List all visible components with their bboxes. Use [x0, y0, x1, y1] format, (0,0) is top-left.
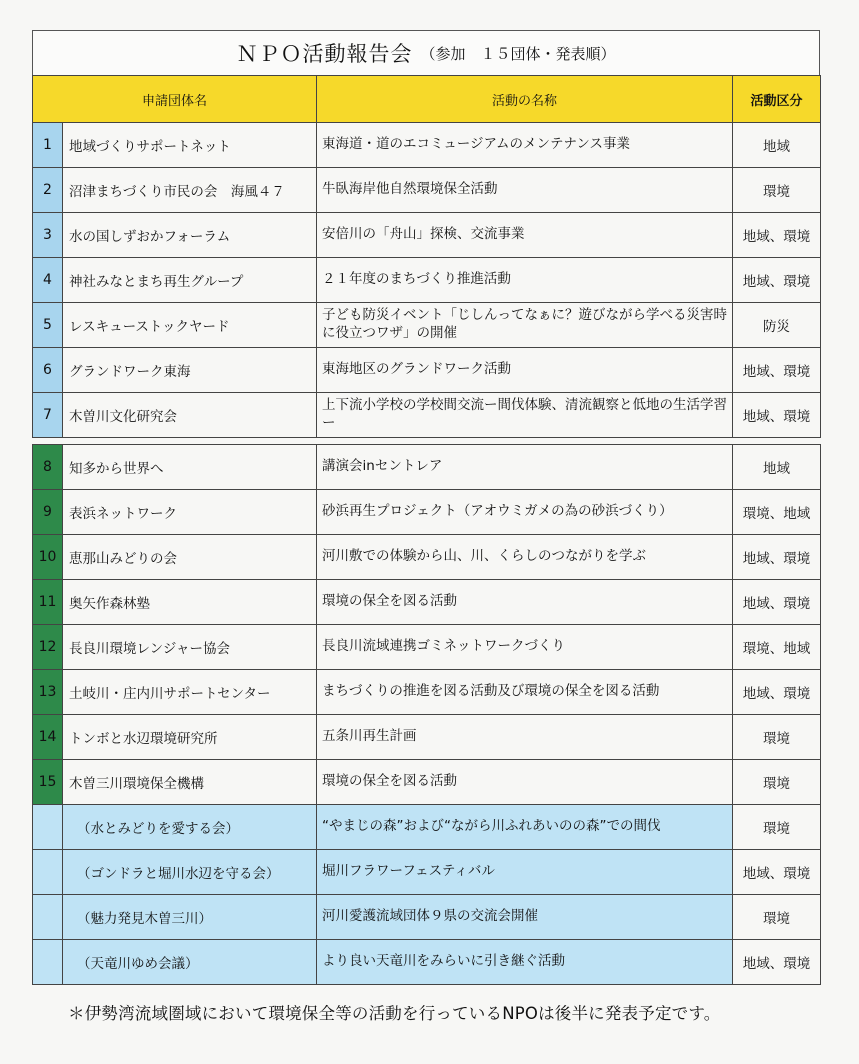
table-row: [33, 940, 821, 985]
activity-category: 地域、環境: [733, 580, 821, 625]
activity-name: “やまじの森”および“ながら川ふれあいのの森”での間伐: [317, 805, 733, 850]
table-row: [33, 258, 821, 303]
table-row: [33, 760, 821, 805]
row-number: 4: [33, 258, 63, 303]
row-number: 14: [33, 715, 63, 760]
organization-name: 木曽三川環境保全機構: [63, 760, 317, 805]
activity-name: まちづくりの推進を図る活動及び環境の保全を図る活動: [317, 670, 733, 715]
row-number: 5: [33, 303, 63, 348]
table-row: [33, 168, 821, 213]
activity-name: より良い天竜川をみらいに引き継ぐ活動: [317, 940, 733, 985]
activity-category: 環境: [733, 168, 821, 213]
table-row: [33, 445, 821, 490]
activity-name: 環境の保全を図る活動: [317, 760, 733, 805]
page-title: [32, 30, 820, 75]
row-number-empty: [33, 895, 63, 940]
title-text: ＮＰＯ活動報告会: [236, 42, 413, 66]
activity-name: 環境の保全を図る活動: [317, 580, 733, 625]
organization-name: 長良川環境レンジャー協会: [63, 625, 317, 670]
activity-name: ２１年度のまちづくり推進活動: [317, 258, 733, 303]
activity-name: 上下流小学校の学校間交流ー間伐体験、清流観察と低地の生活学習ー: [317, 393, 733, 438]
table-row: [33, 895, 821, 940]
organization-name: （水とみどりを愛する会）: [63, 805, 317, 850]
activity-category: 地域、環境: [733, 348, 821, 393]
organization-name: トンボと水辺環境研究所: [63, 715, 317, 760]
organization-name: 水の国しずおかフォーラム: [63, 213, 317, 258]
footnote: ＊伊勢湾流域圏域において環境保全等の活動を行っているNPOは後半に発表予定です。: [68, 1004, 721, 1023]
activity-category: 環境: [733, 715, 821, 760]
activity-category: 地域: [733, 123, 821, 168]
organization-name: （魅力発見木曽三川）: [63, 895, 317, 940]
header-category: 活動区分: [733, 76, 821, 123]
activity-category: 地域、環境: [733, 393, 821, 438]
activity-name: 牛臥海岸他自然環境保全活動: [317, 168, 733, 213]
activity-category: 環境: [733, 895, 821, 940]
row-number-empty: [33, 940, 63, 985]
activity-category: 環境、地域: [733, 625, 821, 670]
header-name: 申請団体名: [33, 76, 317, 123]
table-row: [33, 213, 821, 258]
organization-name: 木曽川文化研究会: [63, 393, 317, 438]
table-row: [33, 303, 821, 348]
organization-name: 恵那山みどりの会: [63, 535, 317, 580]
title-subtitle: （参加 １５団体・発表順）: [420, 44, 616, 63]
row-number: 7: [33, 393, 63, 438]
organization-name: 奥矢作森林塾: [63, 580, 317, 625]
table-row: [33, 580, 821, 625]
row-number: 2: [33, 168, 63, 213]
activity-name: 砂浜再生プロジェクト（アオウミガメの為の砂浜づくり）: [317, 490, 733, 535]
table-row: [33, 123, 821, 168]
activity-name: 子ども防災イベント「じしんってなぁに？遊びながら学べる災害時に役立つワザ」の開催: [317, 303, 733, 348]
activity-category: 地域、環境: [733, 258, 821, 303]
row-number: 15: [33, 760, 63, 805]
activity-name: 長良川流域連携ゴミネットワークづくり: [317, 625, 733, 670]
row-number: 3: [33, 213, 63, 258]
activity-name: 堀川フラワーフェスティバル: [317, 850, 733, 895]
activity-name: 五条川再生計画: [317, 715, 733, 760]
table-row: [33, 535, 821, 580]
organization-name: 土岐川・庄内川サポートセンター: [63, 670, 317, 715]
row-number: 13: [33, 670, 63, 715]
organization-name: 知多から世界へ: [63, 445, 317, 490]
organization-name: （ゴンドラと堀川水辺を守る会）: [63, 850, 317, 895]
row-number: 10: [33, 535, 63, 580]
organization-name: 地域づくりサポートネット: [63, 123, 317, 168]
row-number-empty: [33, 850, 63, 895]
table-row: [33, 393, 821, 438]
table-body: [33, 123, 821, 985]
activity-category: 環境、地域: [733, 490, 821, 535]
npo-table: [32, 75, 821, 985]
table-row: [33, 715, 821, 760]
organization-name: グランドワーク東海: [63, 348, 317, 393]
activity-category: 地域、環境: [733, 940, 821, 985]
activity-name: 安倍川の「舟山」探検、交流事業: [317, 213, 733, 258]
row-number: 6: [33, 348, 63, 393]
activity-category: 地域、環境: [733, 850, 821, 895]
table-row: [33, 490, 821, 535]
report-sheet: [32, 30, 820, 985]
activity-name: 河川愛護流域団体９県の交流会開催: [317, 895, 733, 940]
group-gap: [33, 438, 821, 445]
table-row: [33, 348, 821, 393]
activity-category: 環境: [733, 760, 821, 805]
organization-name: 表浜ネットワーク: [63, 490, 317, 535]
activity-name: 河川敷での体験から山、川、くらしのつながりを学ぶ: [317, 535, 733, 580]
activity-category: 環境: [733, 805, 821, 850]
table-row: [33, 625, 821, 670]
row-number: 1: [33, 123, 63, 168]
activity-category: 地域、環境: [733, 670, 821, 715]
activity-name: 東海道・道のエコミュージアムのメンテナンス事業: [317, 123, 733, 168]
header-activity: 活動の名称: [317, 76, 733, 123]
table-row: [33, 805, 821, 850]
table-row: [33, 670, 821, 715]
activity-name: 講演会inセントレア: [317, 445, 733, 490]
row-number: 11: [33, 580, 63, 625]
activity-category: 防災: [733, 303, 821, 348]
organization-name: レスキューストックヤード: [63, 303, 317, 348]
activity-category: 地域、環境: [733, 213, 821, 258]
row-number-empty: [33, 805, 63, 850]
organization-name: 神社みなとまち再生グループ: [63, 258, 317, 303]
gap-cell: [33, 438, 821, 445]
table-row: [33, 850, 821, 895]
row-number: 8: [33, 445, 63, 490]
activity-name: 東海地区のグランドワーク活動: [317, 348, 733, 393]
activity-category: 地域: [733, 445, 821, 490]
row-number: 9: [33, 490, 63, 535]
organization-name: 沼津まちづくり市民の会 海風４７: [63, 168, 317, 213]
row-number: 12: [33, 625, 63, 670]
activity-category: 地域、環境: [733, 535, 821, 580]
organization-name: （天竜川ゆめ会議）: [63, 940, 317, 985]
